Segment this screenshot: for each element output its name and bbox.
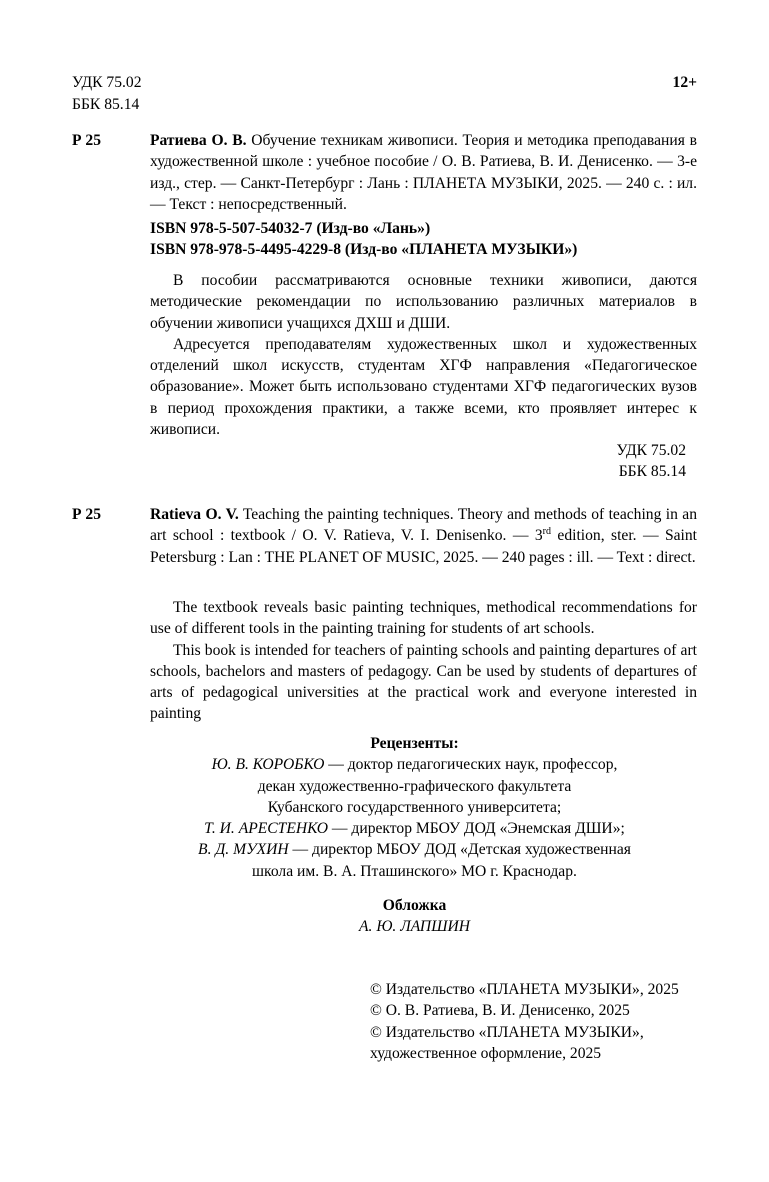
ru-bbk: ББК 85.14 [618,463,686,480]
reviewer-3-line-1: В. Д. МУХИН — директор МБОУ ДОД «Детская художественная [198,841,631,859]
cover-title: Обложка [382,897,447,914]
reviewer-2-name: Т. И. АРЕСТЕНКО [204,820,329,838]
reviewers-title: Рецензенты: [370,735,459,752]
ru-entry-description [150,130,697,215]
en-entry-sup: rd [542,526,551,538]
ru-entry-text: Обучение техникам живописи. Теория и методика преподавания в художественной школе : учебное пособие / О. В. Ратиева, В. И. Денисенко. — 3-е изд., стер. — Санкт-Петербург : Лань : ПЛАНЕТА МУЗЫКИ, 2025. — 240 с. : ил. — Текст : непосредственный. [150,132,697,213]
reviewer-1-line-1: Ю. В. КОРОБКО — доктор педагогических наук, профессор, [211,756,618,774]
reviewer-1-name: Ю. В. КОРОБКО [211,756,325,774]
ru-entry-code: Р 25 [72,132,102,149]
copyright-line-1: © Издательство «ПЛАНЕТА МУЗЫКИ», 2025 [370,981,679,998]
age-rating-badge: 12+ [672,74,697,91]
reviewers-block [72,733,757,882]
ru-isbn-1: ISBN 978-5-507-54032-7 (Изд-во «Лань») [150,220,431,237]
copyright-line-3: © Издательство «ПЛАНЕТА МУЗЫКИ», [370,1023,644,1041]
ru-udk: УДК 75.02 [616,442,686,459]
en-entry-description [150,504,697,568]
reviewer-1-line-3: Кубанского государственного университета; [267,798,562,816]
reviewer-2-line-1: Т. И. АРЕСТЕНКО — директор МБОУ ДОД «Энемская ДШИ»; [204,820,625,838]
en-entry-code: Р 25 [72,506,102,523]
ru-abstract [150,270,697,440]
en-entry-author: Ratieva O. V. [150,506,239,523]
en-abstract [150,597,697,725]
ru-entry-author: Ратиева О. В. [150,132,247,149]
reviewer-1-line-2: декан художественно-графического факультета [257,777,572,795]
header-udk: УДК 75.02 [72,74,142,91]
copyright-line-2: © О. В. Ратиева, В. И. Денисенко, 2025 [370,1002,630,1020]
ru-abstract-p2: Адресуется преподавателям художественных школ и художественных отделений школ искусств, студентам ХГФ направления «Педагогическое образование». Может быть использовано студентами ХГФ педагогических вузов в период прохождения практики, а также всеми, кто проявляет интерес к живописи. [150,335,697,439]
cover-designer: А. Ю. ЛАПШИН [359,918,470,936]
en-abstract-p2: This book is intended for teachers of painting schools and painting departures of art schools, bachelors and masters of pedagogy. Can be used by students of departures of arts of pedagogical universities at the practical work and everyone interested in painting [150,641,697,723]
header-bbk: ББК 85.14 [72,96,140,113]
en-entry-text-1: Teaching the painting techniques. Theory and methods of teaching in an art school : textbook / O. V. Ratieva, V. I. Denisenko. — 3 [150,506,697,545]
ru-abstract-p1: В пособии рассматриваются основные техники живописи, даются методические рекомендации по использованию различных материалов в обучении живописи учащихся ДХШ и ДШИ. [150,272,697,332]
ru-isbn-2: ISBN 978-978-5-4495-4229-8 (Изд-во «ПЛАНЕТА МУЗЫКИ») [150,241,578,258]
copyright-line-4: художественное оформление, 2025 [370,1044,602,1062]
copyright-block [370,979,679,1064]
cover-block [72,895,757,938]
en-entry-text-2: edition, ster. — Saint Petersburg : Lan : THE PLANET OF MUSIC, 2025. — 240 pages : ill. — Text : direct. [150,527,697,566]
reviewer-3-name: В. Д. МУХИН [198,841,289,859]
en-abstract-p1: The textbook reveals basic painting techniques, methodical recommendations for use of different tools in the painting training for students of art schools. [150,599,697,638]
reviewer-3-line-2: школа им. В. А. Пташинского» МО г. Краснодар. [252,862,577,880]
